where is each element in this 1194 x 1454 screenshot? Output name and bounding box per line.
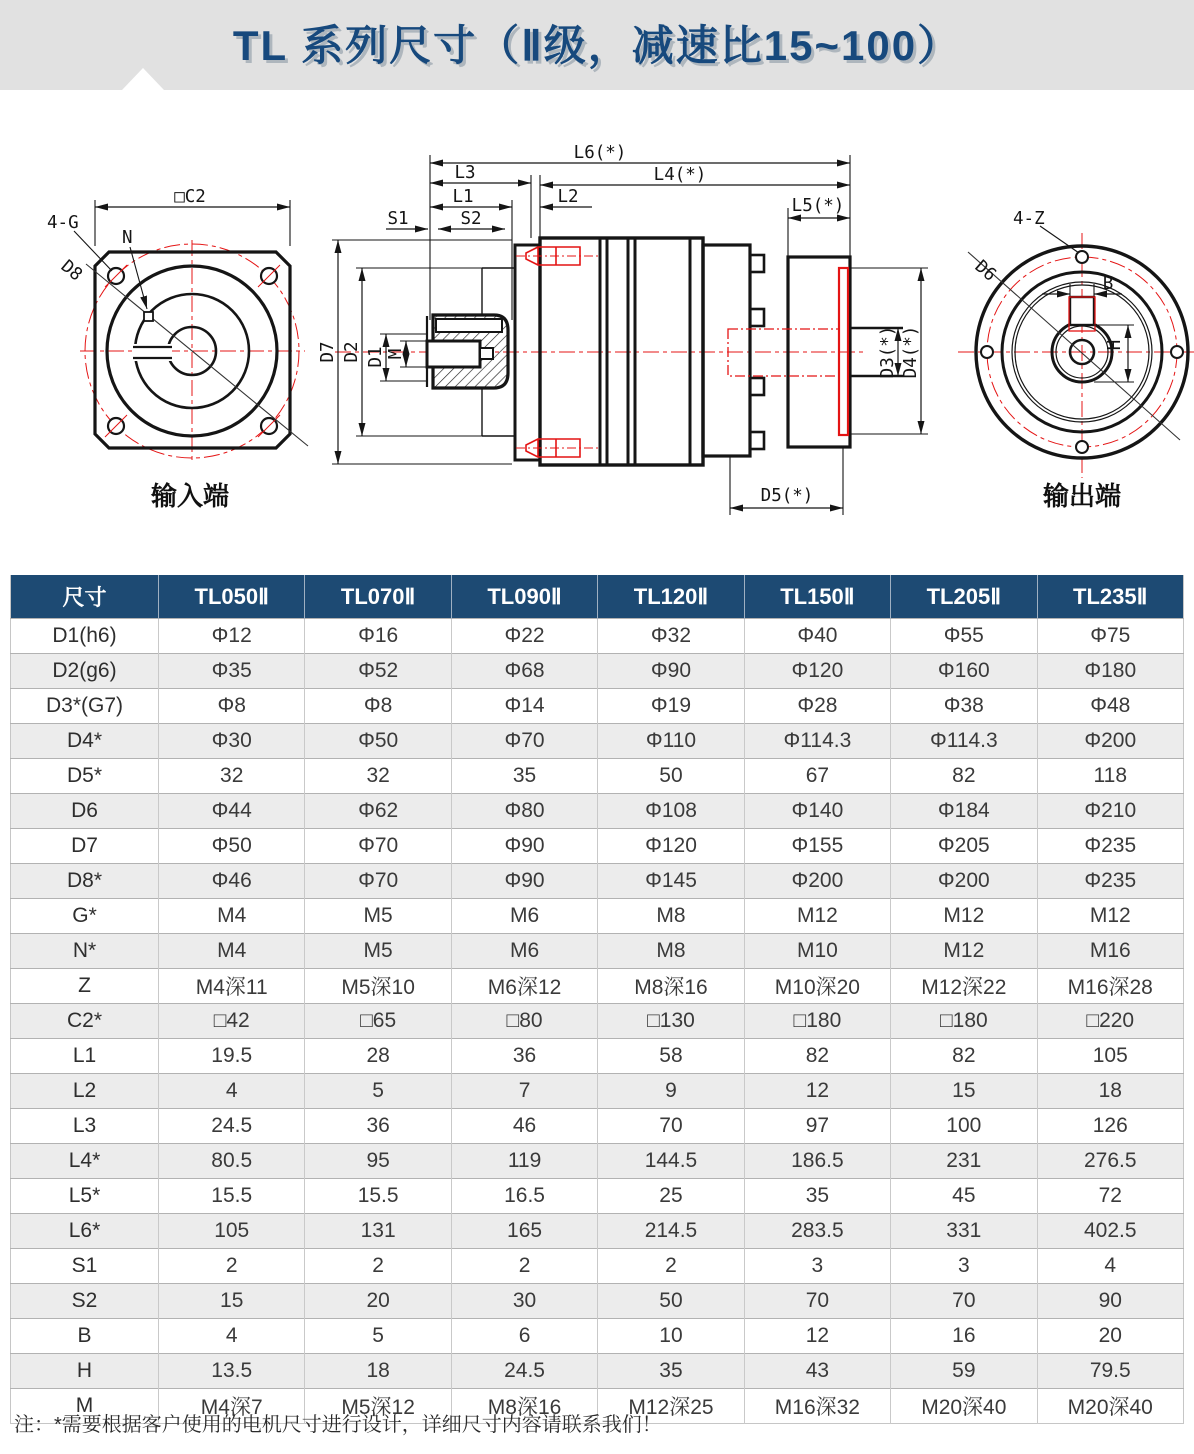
dim-label-l5: L5(*) xyxy=(791,196,845,216)
input-end-caption: 输入端 xyxy=(150,481,230,511)
value-cell: 35 xyxy=(451,759,597,794)
value-cell: Φ184 xyxy=(891,794,1037,829)
value-cell: 105 xyxy=(159,1214,305,1249)
dim-label-4g: 4-G xyxy=(47,213,79,233)
value-cell: 13.5 xyxy=(159,1354,305,1389)
value-cell: M20深40 xyxy=(891,1389,1037,1424)
clamp-slot xyxy=(436,319,502,332)
value-cell: 90 xyxy=(1037,1284,1183,1319)
value-cell: 6 xyxy=(451,1319,597,1354)
value-cell: Φ235 xyxy=(1037,829,1183,864)
table-head xyxy=(11,575,1184,619)
dim-label-l1: L1 xyxy=(452,187,474,207)
band-notch xyxy=(122,68,164,90)
threaded-hole-m xyxy=(427,341,480,367)
dim-label-d5: D5(*) xyxy=(760,486,814,506)
value-cell: M4深11 xyxy=(159,969,305,1004)
value-cell: Φ180 xyxy=(1037,654,1183,689)
table-row xyxy=(11,1109,1184,1144)
value-cell: Φ22 xyxy=(451,619,597,654)
value-cell: 50 xyxy=(598,759,744,794)
value-cell: Φ44 xyxy=(159,794,305,829)
value-cell: 24.5 xyxy=(451,1354,597,1389)
dimension-label-cell: Z xyxy=(11,969,159,1004)
value-cell: 45 xyxy=(891,1179,1037,1214)
value-cell: 18 xyxy=(1037,1074,1183,1109)
table-row xyxy=(11,1004,1184,1039)
value-cell: 15 xyxy=(159,1284,305,1319)
dimension-label-cell: L1 xyxy=(11,1039,159,1074)
value-cell: Φ75 xyxy=(1037,619,1183,654)
dimension-label-cell: S1 xyxy=(11,1249,159,1284)
value-cell: 59 xyxy=(891,1354,1037,1389)
value-cell: 25 xyxy=(598,1179,744,1214)
value-cell: M12深22 xyxy=(891,969,1037,1004)
table-row xyxy=(11,689,1184,724)
output-end-caption: 输出端 xyxy=(1042,481,1122,511)
value-cell: 58 xyxy=(598,1039,744,1074)
dim-label-d3: D3(*) xyxy=(878,325,898,379)
value-cell: M12深25 xyxy=(598,1389,744,1424)
value-cell: 186.5 xyxy=(744,1144,890,1179)
model-column-header: TL150Ⅱ xyxy=(744,575,890,619)
value-cell: Φ38 xyxy=(891,689,1037,724)
dimension-label-cell: B xyxy=(11,1319,159,1354)
value-cell: M6深12 xyxy=(451,969,597,1004)
value-cell: Φ90 xyxy=(451,829,597,864)
value-cell: M16深28 xyxy=(1037,969,1183,1004)
dim-label-m: M xyxy=(386,348,406,360)
value-cell: 331 xyxy=(891,1214,1037,1249)
input-end-view xyxy=(47,187,308,511)
table-row xyxy=(11,899,1184,934)
value-cell: 15.5 xyxy=(305,1179,451,1214)
model-column-header: TL235Ⅱ xyxy=(1037,575,1183,619)
value-cell: 20 xyxy=(305,1284,451,1319)
dimension-label-cell: D8* xyxy=(11,864,159,899)
value-cell: 18 xyxy=(305,1354,451,1389)
value-cell: 231 xyxy=(891,1144,1037,1179)
dim-label-h: H xyxy=(1105,339,1125,351)
value-cell: Φ30 xyxy=(159,724,305,759)
value-cell: Φ160 xyxy=(891,654,1037,689)
value-cell: M20深40 xyxy=(1037,1389,1183,1424)
dim-label-c2: □C2 xyxy=(174,187,206,207)
table-container xyxy=(10,575,1184,1424)
value-cell: M8深16 xyxy=(451,1389,597,1424)
dim-label-s2: S2 xyxy=(460,209,482,229)
section-view xyxy=(318,143,928,515)
value-cell: Φ70 xyxy=(305,829,451,864)
value-cell: □180 xyxy=(744,1004,890,1039)
value-cell: M5深10 xyxy=(305,969,451,1004)
value-cell: M12 xyxy=(1037,899,1183,934)
table-row xyxy=(11,1249,1184,1284)
value-cell: 30 xyxy=(451,1284,597,1319)
model-column-header: TL090Ⅱ xyxy=(451,575,597,619)
value-cell: 16 xyxy=(891,1319,1037,1354)
value-cell: □80 xyxy=(451,1004,597,1039)
value-cell: 2 xyxy=(159,1249,305,1284)
value-cell: 24.5 xyxy=(159,1109,305,1144)
value-cell: Φ62 xyxy=(305,794,451,829)
table-row xyxy=(11,724,1184,759)
value-cell: 82 xyxy=(891,759,1037,794)
table-row xyxy=(11,654,1184,689)
value-cell: 3 xyxy=(744,1249,890,1284)
value-cell: M10深20 xyxy=(744,969,890,1004)
keyway xyxy=(1070,297,1094,325)
value-cell: 100 xyxy=(891,1109,1037,1144)
value-cell: 126 xyxy=(1037,1109,1183,1144)
value-cell: 144.5 xyxy=(598,1144,744,1179)
dimension-label-cell: S2 xyxy=(11,1284,159,1319)
table-row xyxy=(11,1284,1184,1319)
value-cell: □130 xyxy=(598,1004,744,1039)
table-row xyxy=(11,1354,1184,1389)
value-cell: Φ200 xyxy=(891,864,1037,899)
value-cell: 15 xyxy=(891,1074,1037,1109)
value-cell: 4 xyxy=(159,1074,305,1109)
value-cell: M8 xyxy=(598,934,744,969)
value-cell: M12 xyxy=(744,899,890,934)
table-row xyxy=(11,1214,1184,1249)
value-cell: 32 xyxy=(305,759,451,794)
value-cell: 3 xyxy=(891,1249,1037,1284)
dim-label-d8: D8 xyxy=(56,256,86,286)
value-cell: Φ52 xyxy=(305,654,451,689)
table-row xyxy=(11,1039,1184,1074)
value-cell: 165 xyxy=(451,1214,597,1249)
value-cell: 19.5 xyxy=(159,1039,305,1074)
value-cell: 105 xyxy=(1037,1039,1183,1074)
value-cell: Φ50 xyxy=(305,724,451,759)
mount-screw-top xyxy=(516,247,598,265)
table-body xyxy=(11,619,1184,1424)
dimension-label-cell: L2 xyxy=(11,1074,159,1109)
value-cell: 10 xyxy=(598,1319,744,1354)
value-cell: 79.5 xyxy=(1037,1354,1183,1389)
dimension-label-cell: L6* xyxy=(11,1214,159,1249)
value-cell: Φ120 xyxy=(744,654,890,689)
value-cell: 43 xyxy=(744,1354,890,1389)
value-cell: M4 xyxy=(159,934,305,969)
dim-column-header: 尺寸 xyxy=(11,575,159,619)
table-row xyxy=(11,934,1184,969)
model-column-header: TL070Ⅱ xyxy=(305,575,451,619)
value-cell: Φ205 xyxy=(891,829,1037,864)
value-cell: 35 xyxy=(598,1354,744,1389)
dim-label-l6: L6(*) xyxy=(573,143,627,163)
value-cell: 95 xyxy=(305,1144,451,1179)
value-cell: Φ16 xyxy=(305,619,451,654)
dimension-label-cell: C2* xyxy=(11,1004,159,1039)
value-cell: Φ70 xyxy=(305,864,451,899)
dimension-label-cell: D7 xyxy=(11,829,159,864)
dim-label-l2: L2 xyxy=(557,187,579,207)
value-cell: 70 xyxy=(744,1284,890,1319)
value-cell: Φ108 xyxy=(598,794,744,829)
value-cell: 28 xyxy=(305,1039,451,1074)
value-cell: Φ155 xyxy=(744,829,890,864)
value-cell: Φ28 xyxy=(744,689,890,724)
dimension-label-cell: H xyxy=(11,1354,159,1389)
value-cell: M12 xyxy=(891,934,1037,969)
dimension-label-cell: L4* xyxy=(11,1144,159,1179)
value-cell: 283.5 xyxy=(744,1214,890,1249)
value-cell: Φ120 xyxy=(598,829,744,864)
dimension-label-cell: M xyxy=(11,1389,159,1424)
value-cell: Φ40 xyxy=(744,619,890,654)
dim-label-n: N xyxy=(122,228,133,248)
value-cell: 7 xyxy=(451,1074,597,1109)
value-cell: M12 xyxy=(891,899,1037,934)
value-cell: 131 xyxy=(305,1214,451,1249)
value-cell: 12 xyxy=(744,1319,890,1354)
dim-label-d7: D7 xyxy=(318,341,338,363)
value-cell: 16.5 xyxy=(451,1179,597,1214)
value-cell: 50 xyxy=(598,1284,744,1319)
value-cell: Φ80 xyxy=(451,794,597,829)
value-cell: Φ90 xyxy=(451,864,597,899)
value-cell: Φ55 xyxy=(891,619,1037,654)
value-cell: Φ235 xyxy=(1037,864,1183,899)
dimension-label-cell: N* xyxy=(11,934,159,969)
table-row xyxy=(11,619,1184,654)
value-cell: Φ145 xyxy=(598,864,744,899)
hole-notch xyxy=(480,348,493,359)
value-cell: 12 xyxy=(744,1074,890,1109)
value-cell: M4 xyxy=(159,899,305,934)
dim-label-d6: D6 xyxy=(970,256,1000,286)
value-cell: 36 xyxy=(451,1039,597,1074)
value-cell: Φ12 xyxy=(159,619,305,654)
value-cell: 35 xyxy=(744,1179,890,1214)
value-cell: Φ70 xyxy=(451,724,597,759)
value-cell: 82 xyxy=(744,1039,890,1074)
dimensions-table xyxy=(10,575,1184,1424)
value-cell: 46 xyxy=(451,1109,597,1144)
dim-label-4z: 4-Z xyxy=(1013,209,1045,229)
header-row xyxy=(11,575,1184,619)
value-cell: 2 xyxy=(598,1249,744,1284)
table-row xyxy=(11,794,1184,829)
value-cell: Φ210 xyxy=(1037,794,1183,829)
table-row xyxy=(11,759,1184,794)
value-cell: M5深12 xyxy=(305,1389,451,1424)
value-cell: 82 xyxy=(891,1039,1037,1074)
value-cell: M5 xyxy=(305,934,451,969)
value-cell: M16 xyxy=(1037,934,1183,969)
dim-label-l4: L4(*) xyxy=(653,165,707,185)
value-cell: 276.5 xyxy=(1037,1144,1183,1179)
table-row xyxy=(11,829,1184,864)
dimension-label-cell: L3 xyxy=(11,1109,159,1144)
value-cell: M8 xyxy=(598,899,744,934)
value-cell: Φ114.3 xyxy=(891,724,1037,759)
mount-screw-bottom xyxy=(516,439,598,457)
value-cell: Φ200 xyxy=(1037,724,1183,759)
dimension-label-cell: L5* xyxy=(11,1179,159,1214)
value-cell: 4 xyxy=(159,1319,305,1354)
dimension-label-cell: D6 xyxy=(11,794,159,829)
value-cell: Φ110 xyxy=(598,724,744,759)
value-cell: 80.5 xyxy=(159,1144,305,1179)
value-cell: 36 xyxy=(305,1109,451,1144)
value-cell: 32 xyxy=(159,759,305,794)
dim-label-b: B xyxy=(1102,274,1114,294)
dimension-label-cell: D5* xyxy=(11,759,159,794)
value-cell: Φ32 xyxy=(598,619,744,654)
technical-drawing xyxy=(0,118,1194,558)
value-cell: Φ14 xyxy=(451,689,597,724)
value-cell: □42 xyxy=(159,1004,305,1039)
dimension-label-cell: D2(g6) xyxy=(11,654,159,689)
value-cell: 15.5 xyxy=(159,1179,305,1214)
dim-label-d4: D4(*) xyxy=(901,325,921,379)
model-column-header: TL120Ⅱ xyxy=(598,575,744,619)
value-cell: Φ114.3 xyxy=(744,724,890,759)
value-cell: Φ46 xyxy=(159,864,305,899)
value-cell: □180 xyxy=(891,1004,1037,1039)
dim-label-d2: D2 xyxy=(342,341,362,363)
value-cell: M10 xyxy=(744,934,890,969)
table-row xyxy=(11,1179,1184,1214)
footnote: 注：*需要根据客户使用的电机尺寸进行设计，详细尺寸内容请联系我们！ xyxy=(14,1414,662,1436)
output-end-view xyxy=(958,209,1194,511)
value-cell: 70 xyxy=(598,1109,744,1144)
value-cell: 70 xyxy=(891,1284,1037,1319)
value-cell: M8深16 xyxy=(598,969,744,1004)
value-cell: 2 xyxy=(451,1249,597,1284)
value-cell: □65 xyxy=(305,1004,451,1039)
value-cell: 2 xyxy=(305,1249,451,1284)
value-cell: Φ35 xyxy=(159,654,305,689)
value-cell: □220 xyxy=(1037,1004,1183,1039)
n-marker-square xyxy=(144,312,153,321)
model-column-header: TL205Ⅱ xyxy=(891,575,1037,619)
value-cell: 97 xyxy=(744,1109,890,1144)
value-cell: 9 xyxy=(598,1074,744,1109)
value-cell: 402.5 xyxy=(1037,1214,1183,1249)
value-cell: Φ8 xyxy=(159,689,305,724)
value-cell: 4 xyxy=(1037,1249,1183,1284)
title-band xyxy=(0,0,1194,90)
value-cell: Φ50 xyxy=(159,829,305,864)
value-cell: 5 xyxy=(305,1319,451,1354)
value-cell: 214.5 xyxy=(598,1214,744,1249)
value-cell: Φ48 xyxy=(1037,689,1183,724)
value-cell: Φ8 xyxy=(305,689,451,724)
value-cell: 119 xyxy=(451,1144,597,1179)
table-row xyxy=(11,1074,1184,1109)
dimension-label-cell: D1(h6) xyxy=(11,619,159,654)
value-cell: M6 xyxy=(451,934,597,969)
dim-label-d1: D1 xyxy=(366,346,386,368)
value-cell: 72 xyxy=(1037,1179,1183,1214)
model-column-header: TL050Ⅱ xyxy=(159,575,305,619)
table-row xyxy=(11,1144,1184,1179)
value-cell: 67 xyxy=(744,759,890,794)
value-cell: 5 xyxy=(305,1074,451,1109)
page-title: TL 系列尺寸（Ⅱ级，减速比15~100） xyxy=(232,22,962,69)
value-cell: Φ19 xyxy=(598,689,744,724)
value-cell: M4深7 xyxy=(159,1389,305,1424)
dim-label-s1: S1 xyxy=(387,209,409,229)
value-cell: M16深32 xyxy=(744,1389,890,1424)
value-cell: Φ200 xyxy=(744,864,890,899)
value-cell: M5 xyxy=(305,899,451,934)
table-row xyxy=(11,1319,1184,1354)
dim-label-l3: L3 xyxy=(454,163,476,183)
table-row xyxy=(11,969,1184,1004)
value-cell: 20 xyxy=(1037,1319,1183,1354)
value-cell: Φ140 xyxy=(744,794,890,829)
value-cell: Φ68 xyxy=(451,654,597,689)
dimension-label-cell: D3*(G7) xyxy=(11,689,159,724)
value-cell: M6 xyxy=(451,899,597,934)
value-cell: Φ90 xyxy=(598,654,744,689)
value-cell: 118 xyxy=(1037,759,1183,794)
dimension-label-cell: G* xyxy=(11,899,159,934)
dimension-label-cell: D4* xyxy=(11,724,159,759)
table-row xyxy=(11,864,1184,899)
